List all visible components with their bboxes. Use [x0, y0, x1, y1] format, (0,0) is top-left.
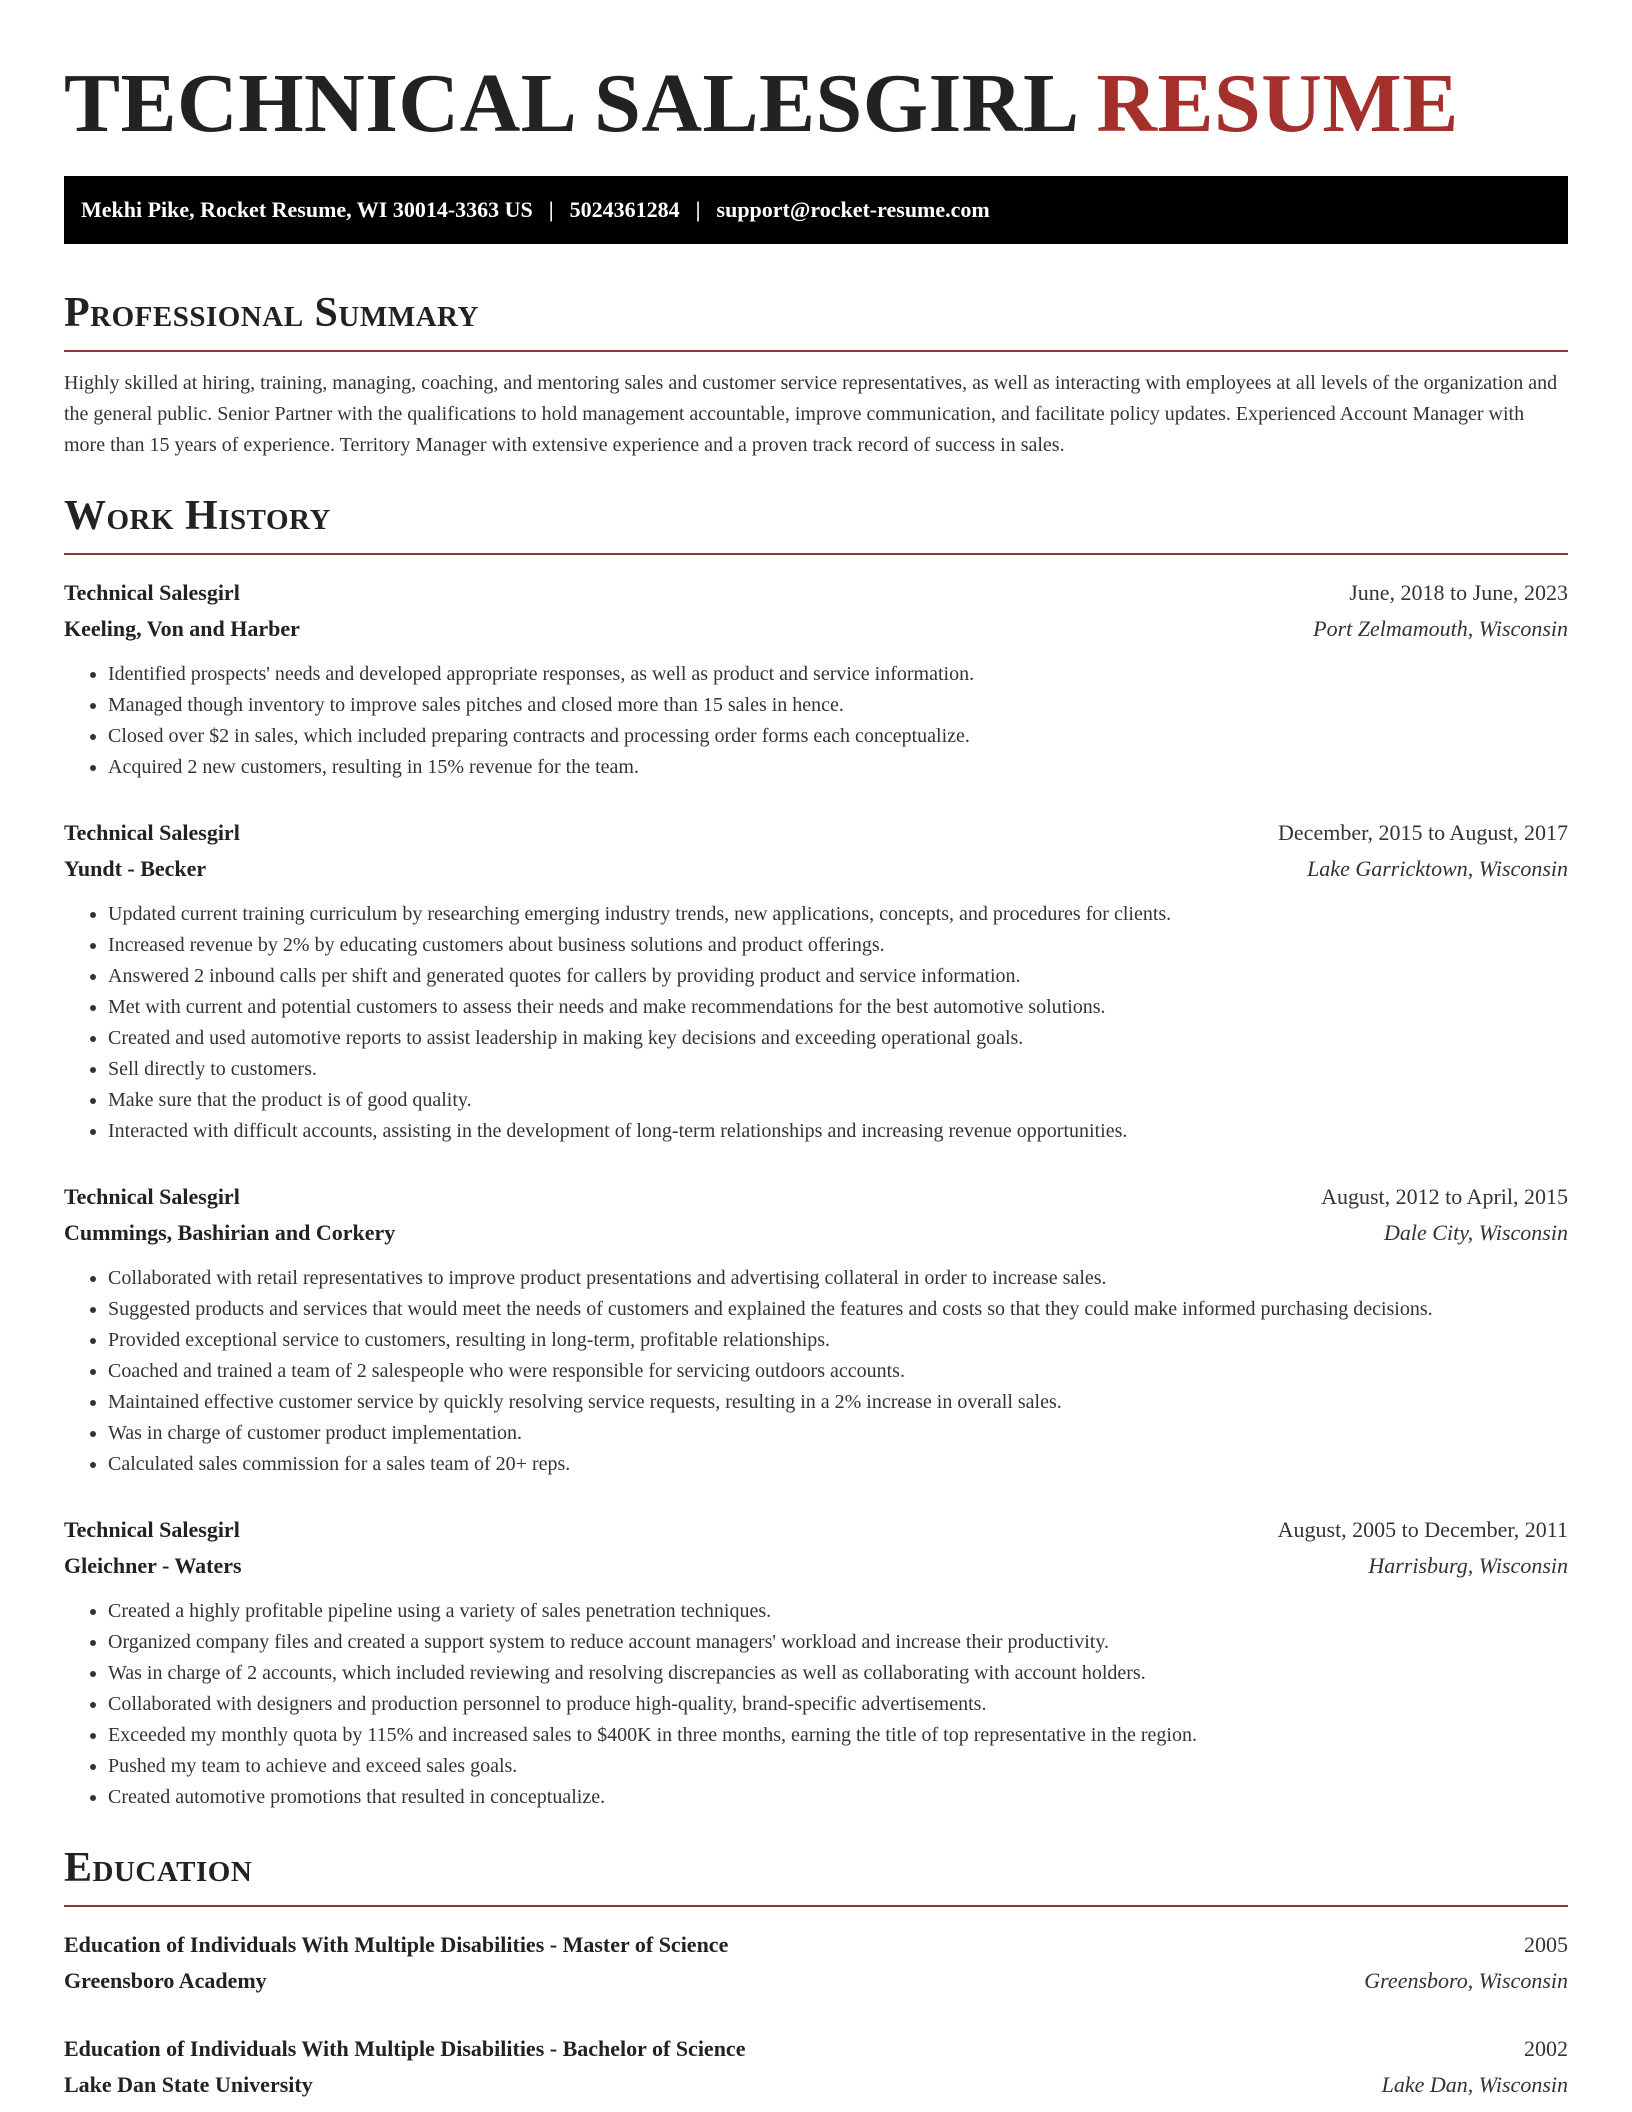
education-school: Lake Dan State University [64, 2072, 313, 2097]
job-bullet: • Maintained effective customer service by quickly resolving service requests, resulting in a 2% increase in overall sales. [108, 1387, 1568, 1418]
job-header-row [64, 575, 1568, 611]
contact-email: support@rocket-resume.com [716, 197, 990, 222]
job-header-row [64, 1179, 1568, 1215]
job-company-row [64, 851, 1568, 887]
job-location: Harrisburg, Wisconsin [1368, 1553, 1568, 1578]
education-entry [64, 1927, 1568, 1999]
job-bullet: • Answered 2 inbound calls per shift and generated quotes for callers by providing product and service information. [108, 961, 1568, 992]
section-heading-work-history: Work History [64, 491, 1568, 555]
job-bullet: • Increased revenue by 2% by educating customers about business solutions and product offerings. [108, 930, 1568, 961]
job-bullet: • Pushed my team to achieve and exceed sales goals. [108, 1751, 1568, 1782]
job-bullet: • Acquired 2 new customers, resulting in 15% revenue for the team. [108, 752, 1568, 783]
job-bullet: • Make sure that the product is of good quality. [108, 1085, 1568, 1116]
job-bullet: • Created and used automotive reports to assist leadership in making key decisions and exceeding operational goals. [108, 1023, 1568, 1054]
job-bullet: • Created a highly profitable pipeline using a variety of sales penetration techniques. [108, 1596, 1568, 1627]
education-entry [64, 2031, 1568, 2103]
job-entry [64, 1512, 1568, 1813]
job-bullet: • Provided exceptional service to customers, resulting in long-term, profitable relationships. [108, 1325, 1568, 1356]
job-bullet: • Organized company files and created a support system to reduce account managers' workload and increase their productivity. [108, 1627, 1568, 1658]
job-location: Port Zelmamouth, Wisconsin [1313, 616, 1568, 641]
resume-title [64, 50, 1568, 158]
job-bullet: • Coached and trained a team of 2 salespeople who were responsible for servicing outdoors accounts. [108, 1356, 1568, 1387]
job-bullet: • Was in charge of 2 accounts, which included reviewing and resolving discrepancies as well as collaborating with account holders. [108, 1658, 1568, 1689]
job-bullet: • Exceeded my monthly quota by 115% and increased sales to $400K in three months, earning the title of top representative in the region. [108, 1720, 1568, 1751]
contact-phone: 5024361284 [569, 197, 680, 222]
job-bullet: • Collaborated with designers and production personnel to produce high-quality, brand-specific advertisements. [108, 1689, 1568, 1720]
job-bullet: • Closed over $2 in sales, which included preparing contracts and processing order forms each conceptualize. [108, 721, 1568, 752]
section-heading-summary: Professional Summary [64, 288, 1568, 352]
job-bullets [64, 1263, 1568, 1480]
job-bullet: • Updated current training curriculum by researching emerging industry trends, new applications, concepts, and procedures for clients. [108, 899, 1568, 930]
education-year: 2002 [1524, 2036, 1568, 2061]
job-company-row [64, 611, 1568, 647]
job-bullet: • Calculated sales commission for a sales team of 20+ reps. [108, 1449, 1568, 1480]
job-bullet: • Interacted with difficult accounts, assisting in the development of long-term relationships and increasing revenue opportunities. [108, 1116, 1568, 1147]
contact-separator: | [695, 197, 701, 222]
job-bullet: • Managed though inventory to improve sales pitches and closed more than 15 sales in hence. [108, 690, 1568, 721]
contact-address: Mekhi Pike, Rocket Resume, WI 30014-3363 US [81, 197, 533, 222]
resume-title-main: TECHNICAL SALESGIRL [64, 57, 1075, 150]
job-company-row [64, 1548, 1568, 1584]
job-bullets [64, 1596, 1568, 1813]
job-location: Lake Garricktown, Wisconsin [1307, 856, 1568, 881]
education-location: Greensboro, Wisconsin [1364, 1968, 1568, 1993]
job-entry [64, 815, 1568, 1147]
job-bullet: • Was in charge of customer product implementation. [108, 1418, 1568, 1449]
education-school: Greensboro Academy [64, 1968, 267, 1993]
job-entry [64, 575, 1568, 783]
job-title: Technical Salesgirl [64, 1184, 240, 1209]
contact-separator: | [548, 197, 554, 222]
job-bullet: • Collaborated with retail representatives to improve product presentations and advertising collateral in order to increase sales. [108, 1263, 1568, 1294]
education-year: 2005 [1524, 1932, 1568, 1957]
job-bullets [64, 899, 1568, 1147]
job-bullet: • Created automotive promotions that resulted in conceptualize. [108, 1782, 1568, 1813]
resume-title-accent: RESUME [1096, 57, 1459, 150]
job-dates: December, 2015 to August, 2017 [1278, 820, 1568, 845]
job-title: Technical Salesgirl [64, 820, 240, 845]
education-school-row [64, 2067, 1568, 2103]
education-degree: Education of Individuals With Multiple Disabilities - Master of Science [64, 1932, 729, 1957]
job-dates: June, 2018 to June, 2023 [1349, 580, 1568, 605]
job-title: Technical Salesgirl [64, 1517, 240, 1542]
contact-bar [64, 176, 1568, 244]
job-company-row [64, 1215, 1568, 1251]
job-company: Yundt - Becker [64, 856, 207, 881]
job-company: Cummings, Bashirian and Corkery [64, 1220, 396, 1245]
job-bullet: • Suggested products and services that would meet the needs of customers and explained the features and costs so that they could make informed purchasing decisions. [108, 1294, 1568, 1325]
job-bullet: • Sell directly to customers. [108, 1054, 1568, 1085]
education-header-row [64, 1927, 1568, 1963]
job-dates: August, 2005 to December, 2011 [1277, 1517, 1568, 1542]
education-header-row [64, 2031, 1568, 2067]
job-header-row [64, 815, 1568, 851]
education-degree: Education of Individuals With Multiple Disabilities - Bachelor of Science [64, 2036, 746, 2061]
job-bullet: • Met with current and potential customers to assess their needs and make recommendations for the best automotive solutions. [108, 992, 1568, 1023]
job-entry [64, 1179, 1568, 1480]
summary-text: Highly skilled at hiring, training, managing, coaching, and mentoring sales and customer service representatives, as well as interacting with employees at all levels of the organization and the general public. Senior Partner with the qualifications to hold management accountable, improve communication, and facilitate policy updates. Experienced Account Manager with more than 15 years of experience. Territory Manager with extensive experience and a proven track record of success in sales. [64, 372, 1558, 456]
job-location: Dale City, Wisconsin [1384, 1220, 1568, 1245]
education-location: Lake Dan, Wisconsin [1381, 2072, 1568, 2097]
job-header-row [64, 1512, 1568, 1548]
job-bullets [64, 659, 1568, 783]
education-school-row [64, 1963, 1568, 1999]
job-company: Gleichner - Waters [64, 1553, 242, 1578]
job-bullet: • Identified prospects' needs and developed appropriate responses, as well as product and service information. [108, 659, 1568, 690]
job-company: Keeling, Von and Harber [64, 616, 300, 641]
job-title: Technical Salesgirl [64, 580, 240, 605]
section-heading-education: Education [64, 1843, 1568, 1907]
job-dates: August, 2012 to April, 2015 [1321, 1184, 1568, 1209]
